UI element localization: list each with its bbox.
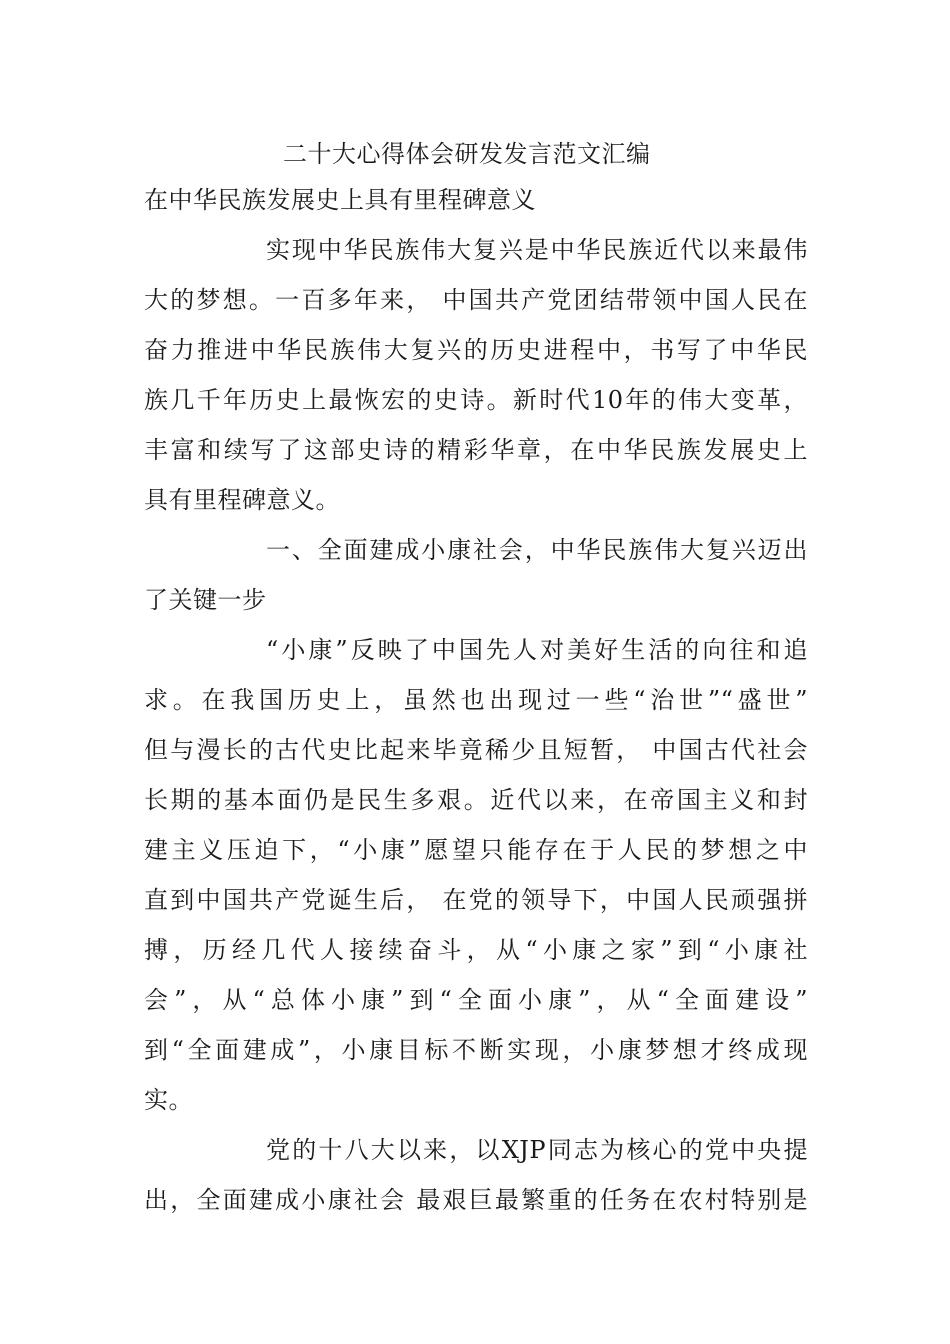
paragraph-line: 实现中华民族伟大复兴是中华民族近代以来最伟: [266, 236, 808, 264]
paragraph-line: 但与漫长的古代史比起来毕竟稀少且短暂， 中国古代社会: [144, 736, 808, 764]
paragraph-line: 求。在我国历史上，虽然也出现过一些“治世”“盛世”: [144, 686, 808, 714]
paragraph-line: 长期的基本面仍是民生多艰。近代以来，在帝国主义和封: [144, 786, 808, 814]
paragraph-line: 丰富和续写了这部史诗的精彩华章，在中华民族发展史上: [144, 436, 808, 464]
section-heading-line: 一、全面建成小康社会，中华民族伟大复兴迈出: [266, 536, 808, 564]
section-heading-line: 了关键一步: [144, 586, 267, 614]
paragraph-line: 直到中国共产党诞生后， 在党的领导下，中国人民顽强拼: [144, 886, 808, 914]
paragraph-line: 具有里程碑意义。: [144, 486, 340, 514]
paragraph-line: 到“全面建成”，小康目标不断实现，小康梦想才终成现: [144, 1036, 808, 1064]
document-subtitle: 在中华民族发展史上具有里程碑意义: [144, 186, 536, 214]
paragraph-line: 实。: [144, 1086, 193, 1114]
document-title: 二十大心得体会研发发言范文汇编: [283, 140, 651, 168]
paragraph-line: 大的梦想。一百多年来， 中国共产党团结带领中国人民在: [144, 286, 808, 314]
paragraph-line: 出，全面建成小康社会 最艰巨最繁重的任务在农村特别是: [144, 1186, 808, 1214]
paragraph-line: 搏，历经几代人接续奋斗，从“小康之家”到“小康社: [144, 936, 808, 964]
paragraph-line: 建主义压迫下，“小康”愿望只能存在于人民的梦想之中: [144, 836, 808, 864]
paragraph-line: 党的十八大以来，以XJP同志为核心的党中央提: [266, 1136, 808, 1164]
paragraph-line: 族几千年历史上最恢宏的史诗。新时代10年的伟大变革，: [144, 386, 808, 414]
paragraph-line: “小康”反映了中国先人对美好生活的向往和追: [266, 636, 808, 664]
paragraph-line: 会”，从“总体小康”到“全面小康”，从“全面建设”: [144, 986, 808, 1014]
paragraph-line: 奋力推进中华民族伟大复兴的历史进程中，书写了中华民: [144, 336, 808, 364]
